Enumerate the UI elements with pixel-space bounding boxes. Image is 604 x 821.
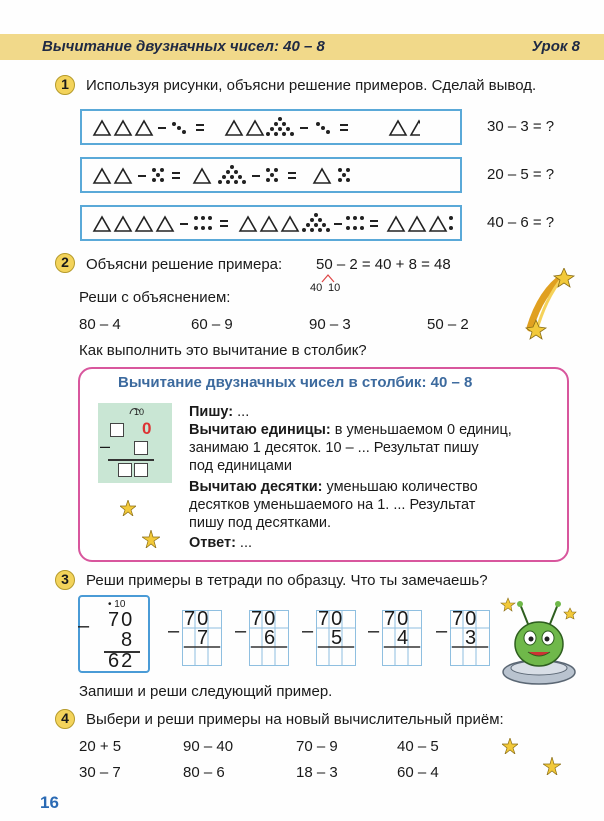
rule-label: Вычитаю десятки: — [189, 479, 323, 495]
units-zero: 0 — [142, 419, 152, 438]
task-4-item: 40 – 5 — [397, 738, 439, 755]
star-icon — [502, 738, 518, 754]
star-icon — [120, 500, 136, 516]
lesson-number: Урок 8 — [531, 38, 580, 55]
picture-row-1-figures — [90, 113, 420, 141]
task-1-number: 1 — [55, 75, 75, 95]
task-4-item: 30 – 7 — [79, 764, 121, 781]
rule-label: Пишу: — [189, 404, 234, 420]
result-units-box — [134, 463, 148, 477]
example-1: 30 – 3 = ? — [487, 118, 555, 135]
task-2-item: 80 – 4 — [79, 316, 121, 333]
comet-star-icon — [516, 268, 576, 340]
rule-line-tens — [189, 478, 478, 496]
task-4-item: 90 – 40 — [183, 738, 234, 755]
split-right: 10 — [328, 282, 341, 294]
picture-row-3-figures — [90, 209, 460, 237]
rule-text: пишу под десятками. — [189, 515, 332, 531]
rule-line-write — [189, 403, 249, 421]
minus-sign: – — [436, 620, 448, 642]
rule-text: в уменьшаемом 0 единиц, — [330, 422, 512, 438]
task-2-item: 90 – 3 — [309, 316, 351, 333]
task-4-item: 60 – 4 — [397, 764, 439, 781]
task-2-question: Как выполнить это вычитание в столбик? — [79, 342, 367, 359]
sample-result: 62 — [108, 650, 135, 672]
minus-sign: – — [100, 436, 111, 456]
minuend: 70 — [384, 608, 411, 630]
column-example — [368, 610, 432, 666]
minus-sign: – — [302, 620, 314, 642]
subtrahend: 7 — [197, 627, 209, 649]
task-4-number: 4 — [55, 709, 75, 729]
task-4-item: 70 – 9 — [296, 738, 338, 755]
minuend: 70 — [452, 608, 479, 630]
rule-text: уменьшаю количество — [322, 479, 478, 495]
rule-line-units — [189, 421, 512, 439]
rule-line-answer — [189, 534, 252, 552]
minuend: 70 — [251, 608, 278, 630]
subtrahend: 3 — [465, 627, 477, 649]
picture-row-2 — [80, 157, 462, 193]
column-example — [302, 610, 366, 666]
sample-subtrahend: 8 — [121, 629, 133, 651]
subtrahend: 4 — [397, 627, 409, 649]
minus-sign: – — [78, 615, 90, 637]
task-2-example: 50 – 2 = 40 + 8 = 48 — [316, 256, 451, 273]
subtrahend: 6 — [264, 627, 276, 649]
task-2-subtext: Реши с объяснением: — [79, 289, 231, 306]
minuend: 70 — [184, 608, 211, 630]
picture-row-2-figures — [90, 161, 420, 189]
picture-row-1 — [80, 109, 462, 145]
rule-title: Вычитание двузначных чисел в столбик: 40 – 8 — [118, 374, 473, 391]
task-4-item: 80 – 6 — [183, 764, 225, 781]
example-3: 40 – 6 = ? — [487, 214, 555, 231]
task-2-item: 50 – 2 — [427, 316, 469, 333]
minuend: 70 — [318, 608, 345, 630]
rule-text: занимаю 1 десяток. 10 – ... Результат пишу — [189, 440, 479, 456]
task-2-item: 60 – 9 — [191, 316, 233, 333]
task-4-item: 20 + 5 — [79, 738, 122, 755]
rule-text: ... — [235, 535, 253, 551]
picture-row-3 — [80, 205, 462, 241]
alien-character-icon — [500, 596, 578, 688]
task-2-text: Объясни решение примера: — [86, 256, 283, 273]
task-3-text: Реши примеры в тетради по образцу. Что ты замечаешь? — [86, 572, 488, 589]
minus-sign: – — [235, 620, 247, 642]
task-4-text: Выбери и реши примеры на новый вычислительный приём: — [86, 711, 504, 728]
star-icon — [543, 757, 561, 775]
task-2-number: 2 — [55, 253, 75, 273]
column-example — [436, 610, 500, 666]
lesson-title: Вычитание двузначных чисел: 40 – 8 — [42, 38, 325, 55]
page-number: 16 — [40, 793, 59, 812]
sum-line — [108, 459, 154, 461]
lesson-header — [0, 34, 604, 60]
rule-label: Вычитаю единицы: — [189, 422, 331, 438]
star-icon — [142, 530, 160, 548]
sample-column — [78, 595, 150, 673]
task-4-item: 18 – 3 — [296, 764, 338, 781]
sample-minuend: 70 — [108, 609, 135, 631]
rule-text: под единицами — [189, 458, 292, 474]
example-2: 20 – 5 = ? — [487, 166, 555, 183]
split-left: 40 — [310, 282, 323, 294]
subtrahend-box — [134, 441, 148, 455]
subtrahend: 5 — [331, 627, 343, 649]
rule-text: ... — [233, 404, 250, 420]
column-illustration — [98, 403, 172, 483]
rule-text: десятков уменьшаемого на 1. ... Результат — [189, 497, 476, 513]
column-example — [168, 610, 232, 666]
sample-borrow-mark: • 10 — [108, 599, 126, 610]
task-3-number: 3 — [55, 570, 75, 590]
minus-sign: – — [368, 620, 380, 642]
task-3-subtext: Запиши и реши следующий пример. — [79, 683, 333, 700]
task-1-text: Используя рисунки, объясни решение примеров. Сделай вывод. — [86, 77, 537, 94]
column-example — [235, 610, 299, 666]
rule-label: Ответ: — [189, 535, 236, 551]
borrow-ten: 10 — [134, 407, 145, 417]
tens-box — [110, 423, 124, 437]
minus-sign: – — [168, 620, 180, 642]
borrow-arrow-icon — [128, 405, 145, 417]
result-tens-box — [118, 463, 132, 477]
